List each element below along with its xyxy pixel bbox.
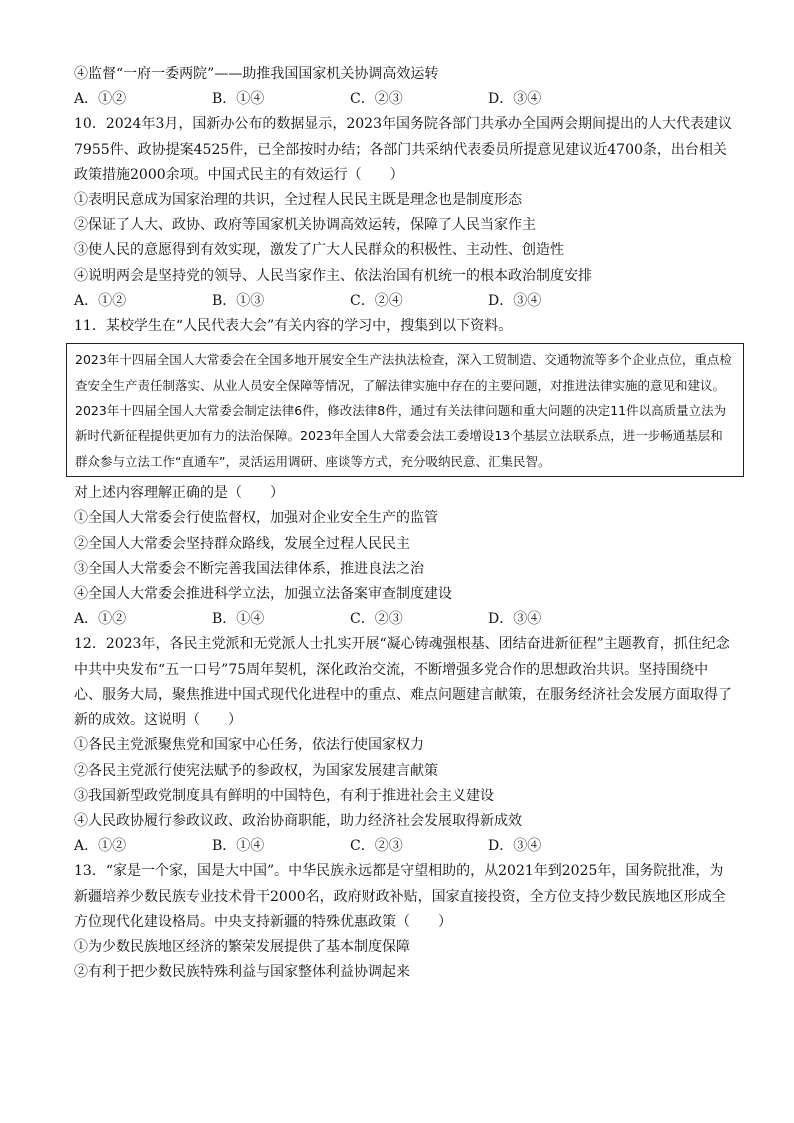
q9-item-4: ④监督“一府一委两院”——助推我国国家机关协调高效运转	[74, 66, 439, 82]
q12-item-2: ②各民主党派行使宪法赋予的参政权，为国家发展建言献策	[74, 762, 438, 779]
option-b: B．①④	[212, 91, 265, 108]
option-c: C．②④	[350, 292, 403, 309]
option-a: A．①②	[74, 292, 127, 309]
material-paragraph-2: 2023年十四届全国人大常委会制定法律6件，修改法律8件，通过有关法律问题和重大问题的决定11件以高质量立法为新时代新征程提供更加有力的法治保障。2023年全国人大常委会法工委增设13个基层立法联系点，进一步畅通基层和群众参与立法工作“直通车”，灵活运用调研、座谈等方式，充分吸纳民意、汇集民智。	[75, 403, 727, 469]
q10-options	[74, 289, 734, 314]
q12-stem: 12．2023年，各民主党派和无党派人士扎实开展“凝心铸魂强根基、团结奋进新征程”主题教育，抓住纪念中共中央发布“五一口号”75周年契机，深化政治交流，不断增强多党合作的思想政治共识。坚持围绕中心、服务大局，聚焦推进中国式现代化进程中的重点、难点问题建言献策，在服务经济社会发展方面取得了新的成效。这说明（ ）	[74, 636, 732, 729]
option-a: A．①②	[74, 611, 127, 628]
q10-stem: 10．2024年3月，国新办公布的数据显示，2023年国务院各部门共承办全国两会期间提出的人大代表建议7955件、政协提案4525件，已全部按时办结；各部门共采纳代表委员所提意见建议近4700条，出台相关政策措施2000余项。中国式民主的有效运行（ ）	[74, 116, 732, 183]
option-d: D．③④	[488, 91, 542, 108]
option-d: D．③④	[488, 611, 542, 628]
option-a: A．①②	[74, 91, 127, 108]
option-d: D．③④	[488, 292, 542, 309]
q10-item-2: ②保证了人大、政协、政府等国家机关协调高效运转，保障了人民当家作主	[74, 217, 536, 234]
option-b: B．①④	[212, 838, 265, 855]
q13-item-2: ②有利于把少数民族特殊利益与国家整体利益协调起来	[74, 964, 410, 981]
q12-item-1: ①各民主党派聚焦党和国家中心任务，依法行使国家权力	[74, 737, 424, 754]
option-b: B．①③	[212, 292, 265, 309]
q11-item-4: ④全国人大常委会推进科学立法，加强立法备案审查制度建设	[74, 586, 452, 603]
q11-item-1: ①全国人大常委会行使监督权，加强对企业安全生产的监管	[74, 510, 438, 527]
option-c: C．②③	[350, 611, 403, 628]
q13-item-1: ①为少数民族地区经济的繁荣发展提供了基本制度保障	[74, 938, 410, 955]
q11-options	[74, 607, 734, 632]
q10-item-3: ③使人民的意愿得到有效实现，激发了广大人民群众的积极性、主动性、创造性	[74, 242, 564, 259]
q12-item-4: ④人民政协履行参政议政、政治协商职能，助力经济社会发展取得新成效	[74, 812, 522, 829]
q9-options	[74, 87, 734, 112]
material-paragraph-1: 2023年十四届全国人大常委会在全国多地开展安全生产法执法检查，深入工贸制造、交通物流等多个企业点位，重点检查安全生产责任制落实、从业人员安全保障等情况，了解法律实施中存在的主要问题，对推进法律实施的意见和建议。	[75, 352, 732, 393]
q10-item-1: ①表明民意成为国家治理的共识，全过程人民民主既是理念也是制度形态	[74, 192, 522, 209]
q11-item-3: ③全国人大常委会不断完善我国法律体系，推进良法之治	[74, 560, 424, 577]
q11-stem: 11．某校学生在“人民代表大会”有关内容的学习中，搜集到以下资料。	[74, 318, 513, 335]
q11-item-2: ②全国人大常委会坚持群众路线，发展全过程人民民主	[74, 535, 410, 552]
q11-question: 对上述内容理解正确的是（ ）	[74, 485, 284, 502]
q10-item-4: ④说明两会是坚持党的领导、人民当家作主、依法治国有机统一的根本政治制度安排	[74, 267, 592, 284]
q12-item-3: ③我国新型政党制度具有鲜明的中国特色，有利于推进社会主义建设	[74, 787, 494, 804]
q12-options	[74, 834, 734, 859]
option-c: C．②③	[350, 91, 403, 108]
option-a: A．①②	[74, 838, 127, 855]
q11-material-box	[66, 343, 744, 477]
q13-stem: 13．“家是一个家，国是大中国”。中华民族永远都是守望相助的，从2021年到2025年，国务院批准，为新疆培养少数民族专业技术骨干2000名，政府财政补贴，国家直接投资，全方位支持少数民族地区形成全方位现代化建设格局。中央支持新疆的特殊优惠政策（ ）	[74, 863, 726, 930]
option-d: D．③④	[488, 838, 542, 855]
option-b: B．①④	[212, 611, 265, 628]
page-content	[74, 62, 734, 985]
option-c: C．②③	[350, 838, 403, 855]
